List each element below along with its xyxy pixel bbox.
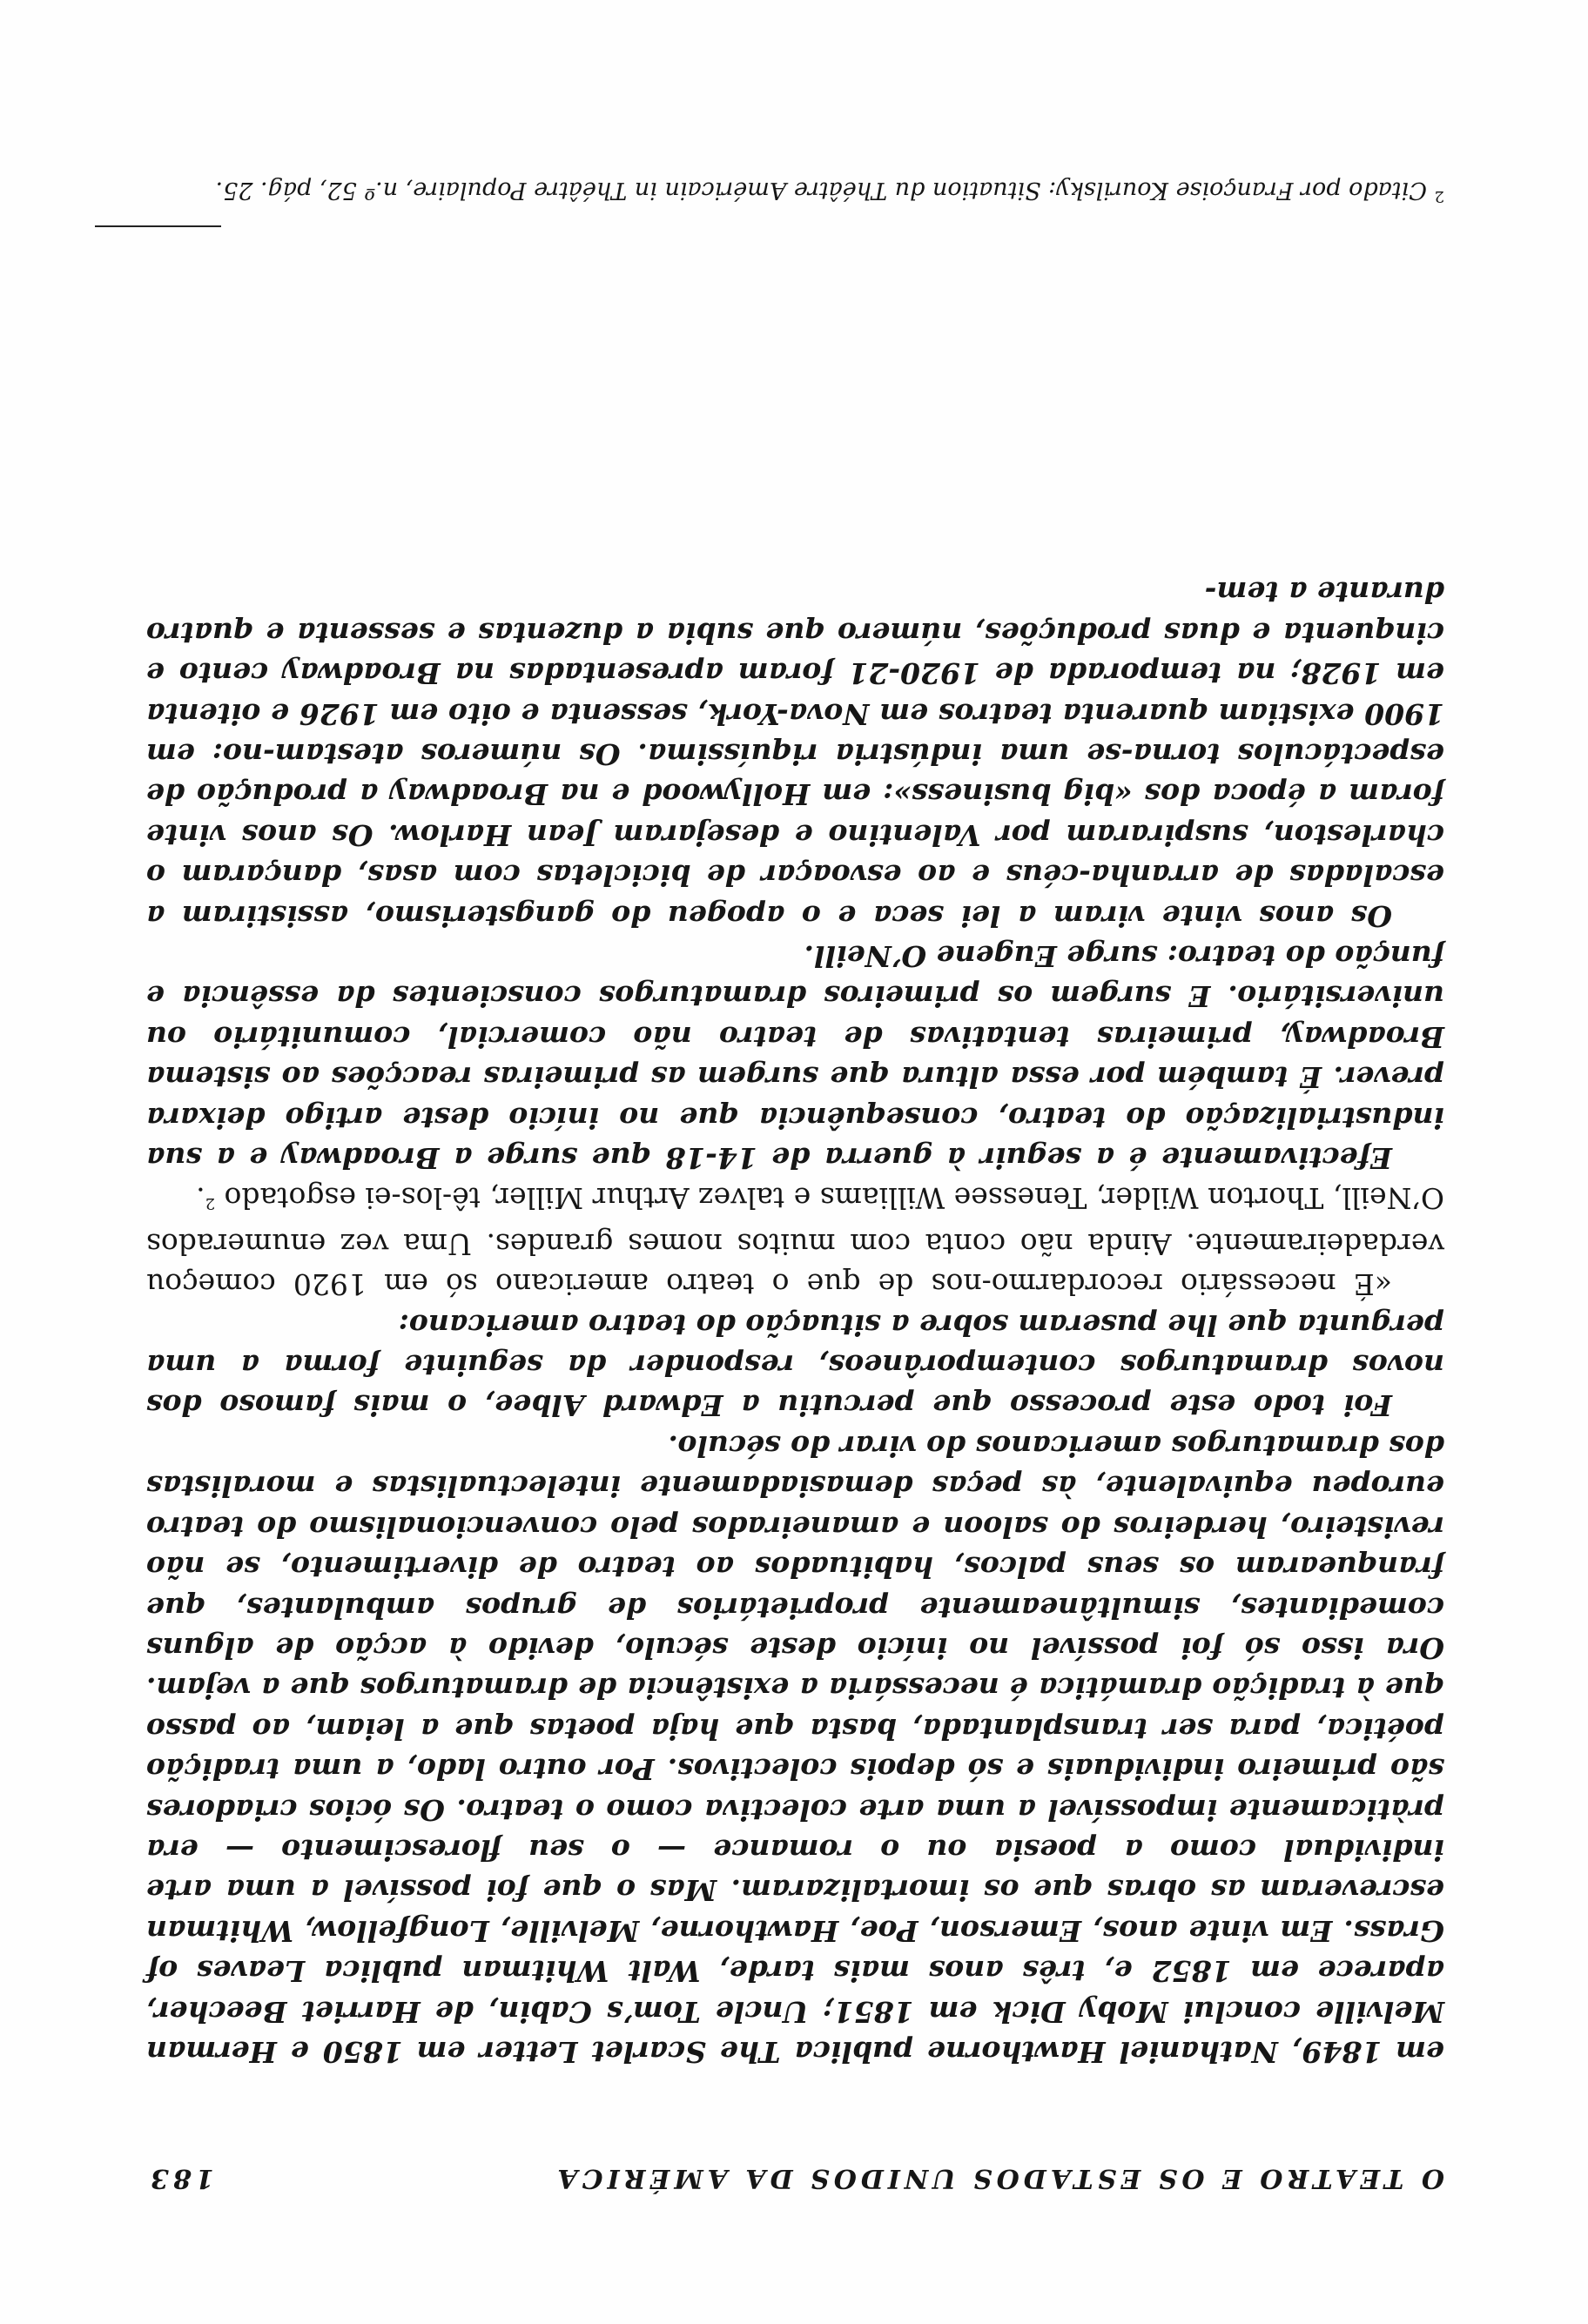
footnote [146,172,1444,213]
paragraph-4: Efectivamente é a seguir à guerra de 14-18 que surge a Broadway e a sua industrialização do teatro, consequência que no início deste artigo deixara prever. É também por essa altura que surgem as primeiras reacções ao sistema Broadway, primeiras tentativas de teatro não comercial, comunitário ou universitário. E surgem os primeiros dramaturgos conscientes da essência e função do teatro: surge Eugene O’Neill. [146,939,1444,1176]
footnote-divider [95,225,221,227]
body-text [146,572,1444,2072]
quote-paragraph: «É necessário recordarmo-nos de que o teatro americano só em 1920 começou verdadeiramente. Ainda não conta com muitos nomes grandes. Uma vez enumerados O’Neill, Thorton Wilder, Tenessee Williams e talvez Arthur Miller, tê-los-ei esgotado $^2$. [146,1181,1444,1302]
running-title: O TEATRO E OS ESTADOS UNIDOS DA AMÉRICA [553,2163,1444,2193]
running-header [146,2163,1444,2193]
footnote-number: 2 [1434,187,1444,205]
paragraph-1: em 1849, Nathaniel Hawthorne publica The Scarlet Letter em 1850 e Herman Melville conclui Moby Dick em 1851; Uncle Tom’s Cabin, de Harriet Beecher, aparece em 1852 e, três anos mais tarde, Walt Whitman publica Leaves of Grass. Em vinte anos, Emerson, Poe, Hawthorne, Melville, Longfellow, Whitman escreveram as obras que os imortalizaram. Mas o que foi possível a uma arte individual como a poesia ou o romance — o seu florescimento — era pràticamente impossível a uma arte colectiva como o teatro. Os ócios criadores são primeiro individuais e só depois colectivos. Por outro lado, a uma tradição poética, para ser transplantada, basta que haja poetas que a leiam, ao passo que à tradição dramática é necessária a existência de dramaturgos que a vejam. Ora isso só foi possível no início deste século, devido à acção de alguns comediantes, simultâneamente proprietários de grupos ambulantes, que franquearam os seus palcos, habituados ao teatro de divertimento, se não revisteiro, herdeiros do saloon e amaneirados pelo convencionalismo do teatro europeu equivalente, às peças demasiadamente intelectualistas e moralistas dos dramaturgos americanos do virar do século. [146,1428,1444,2069]
paragraph-5: Os anos vinte viram a lei seca e o apogeu do gangsterismo, assistiram a escaladas de arranha-céus e ao esvoaçar de bicicletas com asas, dançaram o charleston, suspiraram por Valentino e desejaram Jean Harlow. Os anos vinte foram a época dos «big business»: em Hollywood e na Broadway a produção de espectáculos torna-se uma indústria riquíssima. Os números atestam-no: em 1900 existiam quarenta teatros em Nova-York, sessenta e oito em 1926 e oitenta em 1928; na temporada de 1920-21 foram apresentadas na Broadway cento e cinquenta e duas produções, número que subia a duzentas e sessenta e quatro durante a tem- [146,575,1444,933]
paragraph-2: Foi todo este processo que percutiu a Edward Albee, o mais famoso dos novos dramaturgos contemporâneos, responder da seguinte forma a uma pergunta que lhe puseram sobre a situação do teatro americano: [146,1307,1444,1423]
footnote-text: Citado por Françoise Kourilsky: Situation du Théâtre Américain in Théâtre Populaire, n.º 52, pág. 25. [215,177,1427,204]
quote-text: «É necessário recordarmo-nos de que o teatro americano só em 1920 começou verdadeiramente. Ainda não conta com muitos nomes grandes. Uma vez enumerados O’Neill, Thorton Wilder, Tenessee Williams e talvez Arthur Miller, tê-los-ei esgotado [146,1181,1444,1302]
page-number: 183 [146,2163,214,2193]
footnote-ref: 2 [205,1194,216,1213]
